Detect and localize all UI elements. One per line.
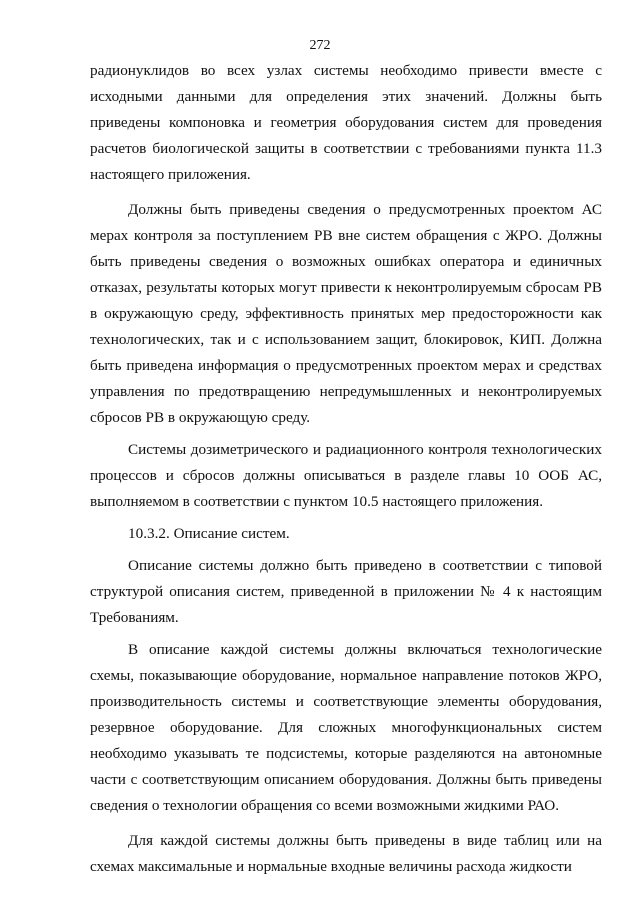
paragraph-technological-schemes: В описание каждой системы должны включаться технологические схемы, показывающие оборудование, нормальное направление потоков ЖРО, производительность системы и соответствующие элементы оборудования, резервное оборудование. Для сложных многофункциональных систем необходимо указывать те подсистемы, которые разделяются на автономные части с соответствующим описанием оборудования. Должны быть приведены сведения о технологии обращения со всеми возможными жидкими РАО. (90, 641, 602, 814)
paragraph-control-measures: Должны быть приведены сведения о предусмотренных проектом АС мерах контроля за поступлением РВ вне систем обращения с ЖРО. Должны быть приведены сведения о возможных ошибках оператора и единичных отказах, результаты которых могут привести к неконтролируемым сбросам РВ в окружающую среду, эффективность принятых мер предосторожности как технологических, так и с использованием защит, блокировок, КИП. Должна быть приведена информация о предусмотренных проектом мерах и средствах управления по предотвращению непредумышленных и неконтролируемых сбросов РВ в окружающую среду. (90, 201, 602, 426)
paragraph-system-description: Описание системы должно быть приведено в соответствии с типовой структурой описания систем, приведенной в приложении № 4 к настоящим Требованиям. (90, 557, 602, 626)
paragraph-flow-rates: Для каждой системы должны быть приведены в виде таблиц или на схемах максимальные и нормальные входные величины расхода жидкости (90, 832, 602, 875)
section-heading-10-3-2: 10.3.2. Описание систем. (128, 525, 290, 542)
paragraph-continuation: радионуклидов во всех узлах системы необходимо привести вместе с исходными данными для определения этих значений. Должны быть приведены компоновка и геометрия оборудования систем для проведения расчетов биологической защиты в соответствии с требованиями пункта 11.3 настоящего приложения. (90, 62, 602, 183)
page-number: 272 (309, 38, 331, 53)
body-text (90, 58, 602, 880)
paragraph-dosimetric-control: Системы дозиметрического и радиационного контроля технологических процессов и сбросов должны описываться в разделе главы 10 ООБ АС, выполняемом в соответствии с пунктом 10.5 настоящего приложения. (90, 441, 602, 510)
